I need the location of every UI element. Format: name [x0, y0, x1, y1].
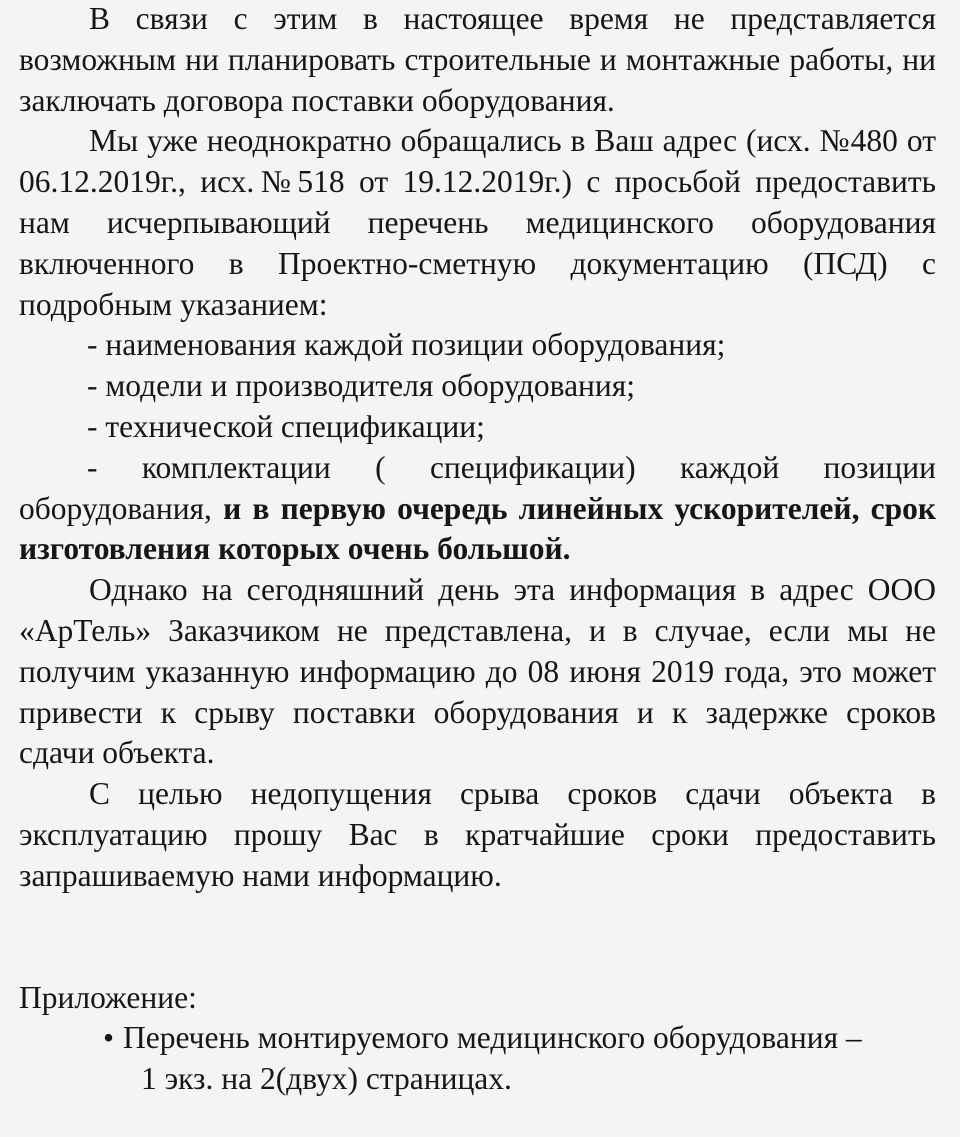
emphasis-linear-accelerators: и в первую очередь линейных ускорителей, срок изготовления которых очень большой. — [19, 490, 936, 567]
paragraph-info-missing: Однако на сегодняшний день эта информация в адрес ООО «АрТель» Заказчиком не представлена, и в случае, если мы не получим указанную информацию до 08 июня 2019 года, это может привести к срыву поставки оборудования и к задержке сроков сдачи объекта. — [19, 572, 936, 771]
appendix-title: Приложение: — [19, 979, 197, 1015]
list-item-models: - модели и производителя оборудования; — [87, 368, 636, 404]
appendix-item-line2: 1 экз. на 2(двух) страницах. — [141, 1061, 512, 1097]
list-item-names: - наименования каждой позиции оборудования; — [87, 327, 726, 363]
paragraph-status: В связи с этим в настоящее время не представляется возможным ни планировать строительные и монтажные работы, ни заключать договора поставки оборудования. — [19, 1, 936, 118]
list-item-equipment-set — [19, 448, 936, 570]
list-item-specs: - технической спецификации; — [87, 408, 485, 444]
appendix-list — [19, 1018, 936, 1100]
appendix-item-line1: Перечень монтируемого медицинского оборудования – — [123, 1020, 862, 1056]
paragraph-request-deadline: С целью недопущения срыва сроков сдачи объекта в эксплуатацию прошу Вас в кратчайшие сроки предоставить запрашиваемую нами информацию. — [19, 776, 936, 893]
bullet-icon: • — [103, 1020, 115, 1056]
paragraph-requests: Мы уже неоднократно обращались в Ваш адрес (исх. №480 от 06.12.2019г., исх.№518 от 19.12.2019г.) с просьбой предоставить нам исчерпывающий перечень медицинского оборудования включенного в Проектно-сметную документацию (ПСД) с подробным указанием: — [19, 123, 936, 322]
blank-space — [19, 897, 936, 978]
list-item-equipment-set-text: - комплектации ( спецификации) каждой позиции оборудования, — [19, 449, 936, 526]
appendix-item — [19, 1018, 936, 1100]
